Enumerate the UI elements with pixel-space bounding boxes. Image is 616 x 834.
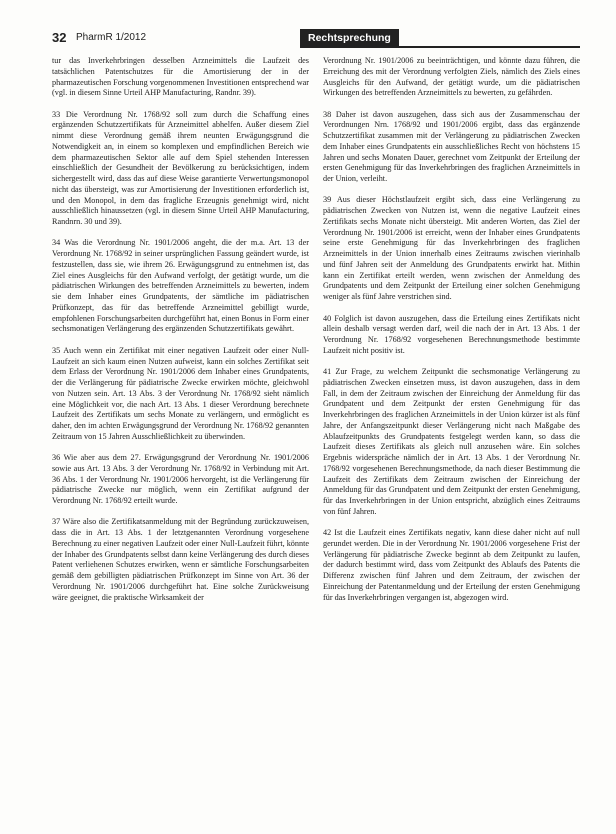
paragraph: 41 Zur Frage, zu welchem Zeitpunkt die sechsmonatige Verlängerung zu pädiatrischen Zwecken einsetzen muss, ist davon auszugehen, dass in dem Fall, in dem der Zeitraum zwischen der Einreichung der Anmeldung für das Grundpatent und dem Zeitpunkt der ersten Genehmigung für das Inverkehrbringen des fraglichen Arzneimittels in der Union kürzer ist als fünf Jahre, der Anfangszeitpunkt dieser Verlängerung nicht nach Maßgabe des Ablaufzeitpunkts des Grundpatents festgelegt werden kann, so dass die Laufzeit dieses Zertifikats als gleich null anzusehen wäre. Ein solches Ergebnis widerspräche nämlich der in Art. 13 Abs. 1 der Verordnung Nr. 1768/92 vorgesehenen Berechnungsmethode, da nach dieser Bestimmung die Laufzeit des Zertifikats dem Zeitraum zwischen der Einreichung der Anmeldung für das Grundpatent und dem Zeitpunkt der ersten Genehmigung, für das Inverkehrbringen in der Union entspricht, abzüglich eines Zeitraums von fünf Jahren. — [323, 367, 580, 516]
paragraph: 35 Auch wenn ein Zertifikat mit einer negativen Laufzeit oder einer Null-Laufzeit an sich kaum einen Nutzen aufweist, kann ein solches Zertifikat seit dem Erlass der Verordnung Nr. 1901/2006 dem Inhaber eines Grundpatents, der die Verlängerung für pädiatrische Zwecke erwirken möchte, gleichwohl von Nutzen sein. Art. 13 Abs. 3 der Verordnung Nr. 1768/92 sieht nämlich eine Möglichkeit vor, die nach Art. 13 Abs. 1 dieser Verordnung berechnete Laufzeit des Zertifikats um sechs Monate zu verlängern, und ermöglicht es daher, den im achten Erwägungsgrund der Verordnung Nr. 1768/92 genannten Zeitraum von 15 Jahren Ausschließlichkeit zu überwinden. — [52, 345, 309, 441]
right-column — [323, 56, 580, 614]
paragraph: 33 Die Verordnung Nr. 1768/92 soll zum durch die Schaffung eines ergänzenden Schutzzertifikats für Arzneimittel abhelfen. Außer diesem Ziel nimmt diese Verordnung gemäß ihrem neunten Erwägungsgrund die Notwendigkeit an, in einem so komplexen und empfindlichen Bereich wie dem pharmazeutischen Sektor alle auf dem Spiel stehenden Interessen einschließlich der Gesundheit der Bevölkerung zu berücksichtigen, indem sichergestellt wird, dass das auf diese Weise garantierte Verwertungsmonopol nicht das übersteigt, was zur Amortisierung der Investitionen erforderlich ist, und den Monopol, in dem das fragliche Erzeugnis genehmigt wird, nicht ausschließlich hinaussetzen (vgl. in diesem Sinne Urteil AHP Manufacturing, Randnrn. 30 und 39). — [52, 109, 309, 227]
left-column — [52, 56, 309, 614]
page-header — [52, 28, 580, 50]
paragraph: tur das Inverkehrbringen desselben Arzneimittels die Laufzeit des tatsächlichen Patentschutzes für die Amortisierung der in der pharmazeutischen Forschung vorgenommenen Investitionen entsprechend war (vgl. in diesem Sinne Urteil AHP Manufacturing, Randnr. 39). — [52, 56, 309, 98]
paragraph: 39 Aus dieser Höchstlaufzeit ergibt sich, dass eine Verlängerung zu pädiatrischen Zwecken von Nutzen ist, wenn die negative Laufzeit eines Zertifikats sechs Monate nicht übersteigt. Mit anderen Worten, das Ziel der Verordnung Nr. 1901/2006 ist erreicht, wenn der Inhaber eines Grundpatents seine erste Genehmigung für das Inverkehrbringen des fraglichen Arzneimittels in der Union innerhalb eines Zeitraums zwischen vierinhalb und fünf Jahren seit der Anmeldung des Grundpatents erwirkt hat. Mithin kann ein Zertifikat erteilt werden, wenn zwischen der Anmeldung des Grundpatents und dem Zeitpunkt der Erteilung einer solchen Genehmigung weniger als fünf Jahre verstrichen sind. — [323, 195, 580, 302]
paragraph: 37 Wäre also die Zertifikatsanmeldung mit der Begründung zurückzuweisen, dass die in Art. 13 Abs. 1 der letztgenannten Verordnung vorgesehene Berechnung zu einer negativen Laufzeit oder einer Null-Laufzeit führt, könnte der Inhaber des Grundpatents selbst dann keine Verlängerung des durch dieses Patent verliehenen Schutzes erwirken, wenn er sämtliche Forschungsarbeiten gemäß dem gebilligten pädiatrischen Prüfkonzept im Sinne von Art. 36 der Verordnung Nr. 1901/2006 durchgeführt hat. Eine solche Zurückweisung wäre geeignet, die praktische Wirksamkeit der — [52, 517, 309, 602]
text-columns — [52, 56, 580, 614]
section-header — [300, 28, 580, 48]
paragraph: 38 Daher ist davon auszugehen, dass sich aus der Zusammenschau der Verordnungen Nrn. 1768/92 und 1901/2006 ergibt, dass das ergänzende Schutzzertifikat zusammen mit der Verlängerung zu pädiatrischen Zwecken dem Inhaber eines Grundpatents ein ausschließliches Recht von höchstens 15 Jahren und sechs Monaten Dauer, gerechnet vom Zeitpunkt der Erteilung der ersten Genehmigung für das Inverkehrbringen des fraglichen Arzneimittels in der Union, verleiht. — [323, 109, 580, 184]
paragraph: 42 Ist die Laufzeit eines Zertifikats negativ, kann diese daher nicht auf null gerundet werden. Die in der Verordnung Nr. 1901/2006 vorgesehene Frist der Verlängerung für pädiatrische Zwecke beginnt ab dem Zeitpunkt zu laufen, der dadurch bestimmt wird, dass vom Zeitpunkt des Ablaufs des Patents die Differenz zwischen fünf Jahren und dem Zeitraum, der zwischen der Einreichung der Patentanmeldung und der Erteilung der ersten Genehmigung für das Inverkehrbringen vergangen ist, abgezogen wird. — [323, 528, 580, 602]
paragraph: 34 Was die Verordnung Nr. 1901/2006 angeht, die der m.a. Art. 13 der Verordnung Nr. 1768/92 in seiner ursprünglichen Fassung geändert wurde, ist festzustellen, dass sie, wie ihrem 26. Erwägungsgrund zu entnehmen ist, das Ziel eines Ausgleichs für den Aufwand verfolgt, der getätigt wurde, um die pädiatrischen Wirkungen des betreffenden Arzneimittels zu bewerten, indem sie dem Inhaber eines Grundpatents, der sämtliche im pädiatrischen Prüfkonzept, das für das betreffende Arzneimittel gebilligt wurde, empfohlenen Forschungsarbeiten durchgeführt hat, einen Bonus in Form einer sechsmonatigen Verlängerung des ergänzenden Schutzzertifikats gewährt. — [52, 238, 309, 334]
paragraph: 40 Folglich ist davon auszugehen, dass die Erteilung eines Zertifikats nicht allein deshalb versagt werden darf, weil die nach der in Art. 13 Abs. 1 der Verordnung Nr. 1768/92 vorgesehenen Berechnungsmethode bestimmte Laufzeit nicht positiv ist. — [323, 313, 580, 355]
paragraph: 36 Wie aber aus dem 27. Erwägungsgrund der Verordnung Nr. 1901/2006 sowie aus Art. 13 Abs. 3 der Verordnung Nr. 1768/92 in Verbindung mit Art. 36 Abs. 1 der Verordnung Nr. 1901/2006 hervorgeht, ist die Verlängerung für pädiatrische Zwecke nur möglich, wenn ein Zertifikat aufgrund der Verordnung Nr. 1768/92 erteilt wurde. — [52, 453, 309, 506]
journal-citation: PharmR 1/2012 — [76, 32, 147, 43]
section-title: Rechtsprechung — [300, 29, 399, 46]
paragraph: Verordnung Nr. 1901/2006 zu beeinträchtigen, und könnte dazu führen, die Erreichung des mit der Verordnung verfolgten Ziels, nämlich des Ziels eines Ausgleichs für den Aufwand, der getätigt wurde, um die pädiatrischen Wirkungen des betreffenden Arzneimittels zu bewerten, zu gefährden. — [323, 56, 580, 98]
page-number: 32 — [52, 30, 67, 45]
